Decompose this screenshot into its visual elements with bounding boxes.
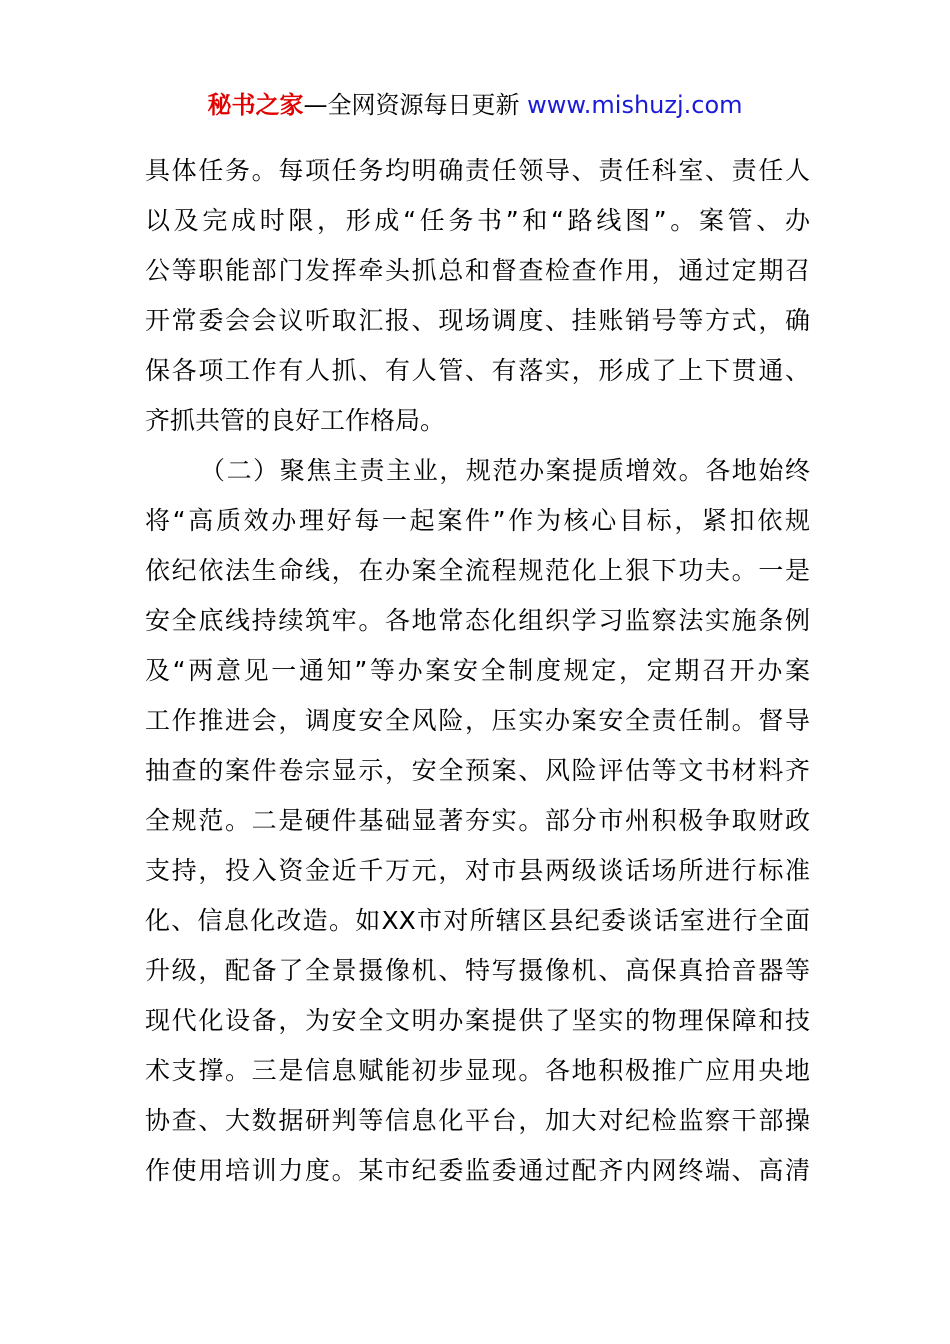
site-brand: 秘书之家 [207,91,304,119]
site-header [0,88,950,122]
text-line: 以及完成时限，形成“任务书”和“路线图”。案管、办 [145,206,810,235]
text-line: 工作推进会，调度安全风险，压实办案安全责任制。督导 [145,706,810,735]
section-heading-line: （二）聚焦主责主业，规范办案提质增效。各地始终 [200,456,810,485]
text-line: 保各项工作有人抓、有人管、有落实，形成了上下贯通、 [145,356,810,385]
text-line: 及“两意见一通知”等办案安全制度规定，定期召开办案 [145,656,810,685]
site-url[interactable]: www.mishuzj.com [527,91,743,119]
document-body [145,146,810,1196]
text-line: 协查、大数据研判等信息化平台，加大对纪检监察干部操 [145,1106,810,1135]
text-line: 全规范。二是硬件基础显著夯实。部分市州积极争取财政 [145,806,810,835]
site-tagline: —全网资源每日更新 [303,91,520,119]
text-line: 依纪依法生命线，在办案全流程规范化上狠下功夫。一是 [145,556,810,585]
text-line: 支持，投入资金近千万元，对市县两级谈话场所进行标准 [145,856,810,885]
text-line: 具体任务。每项任务均明确责任领导、责任科室、责任人 [145,156,810,185]
text-line: 抽查的案件卷宗显示，安全预案、风险评估等文书材料齐 [145,756,810,785]
text-line: 现代化设备，为安全文明办案提供了坚实的物理保障和技 [145,1006,810,1035]
text-line: 公等职能部门发挥牵头抓总和督查检查作用，通过定期召 [145,256,810,285]
text-line: 作使用培训力度。某市纪委监委通过配齐内网终端、高清 [145,1156,810,1185]
paragraph-end-line: 齐抓共管的良好工作格局。 [145,406,446,435]
text-line: 开常委会会议听取汇报、现场调度、挂账销号等方式，确 [145,306,810,335]
text-line: 升级，配备了全景摄像机、特写摄像机、高保真拾音器等 [145,956,810,985]
text-line: 安全底线持续筑牢。各地常态化组织学习监察法实施条例 [145,606,810,635]
text-line: 化、信息化改造。如XX市对所辖区县纪委谈话室进行全面 [145,906,810,935]
text-line: 将“高质效办理好每一起案件”作为核心目标，紧扣依规 [145,506,810,535]
text-line: 术支撑。三是信息赋能初步显现。各地积极推广应用央地 [145,1056,810,1085]
